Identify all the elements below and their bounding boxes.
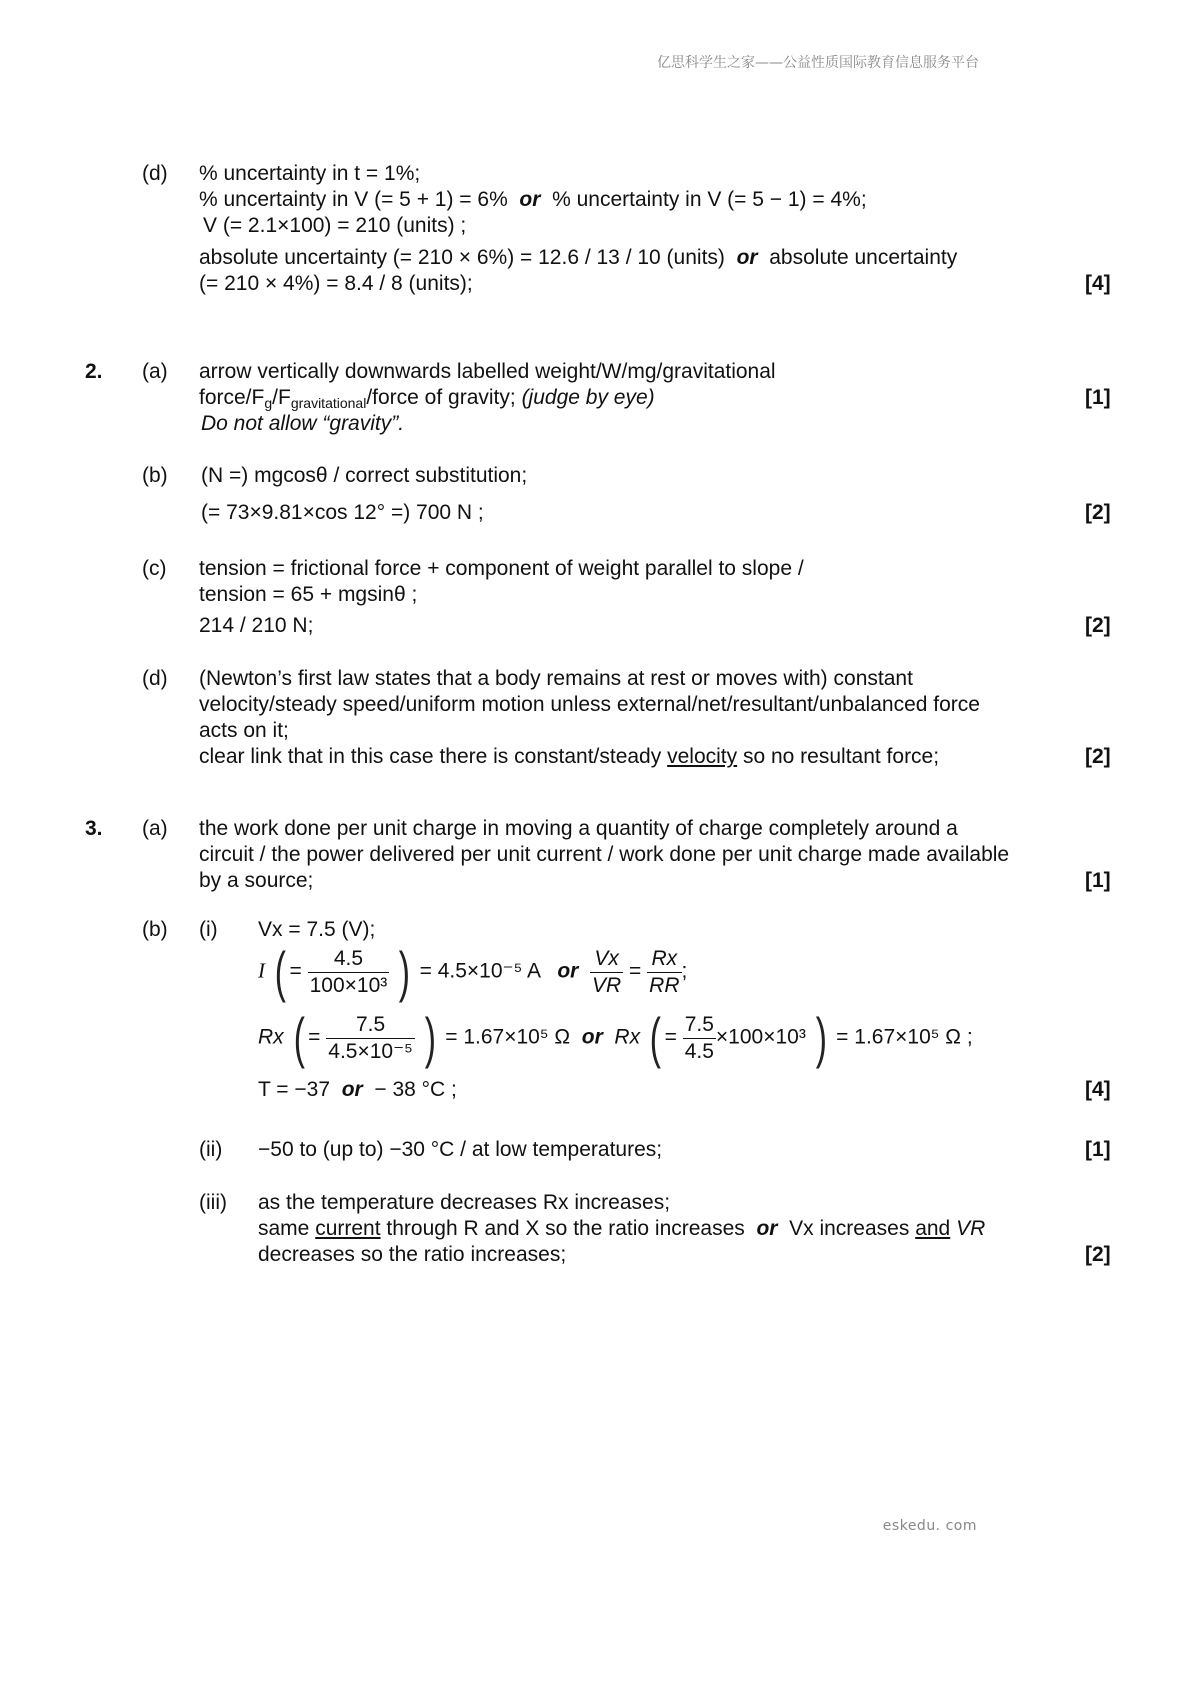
- q3a-line1: the work done per unit charge in moving a quantity of charge completely around a: [199, 817, 958, 840]
- q1d-line4: [199, 245, 957, 271]
- q2d-line2: velocity/steady speed/uniform motion unless external/net/resultant/unbalanced force: [199, 693, 980, 716]
- q2c-marks: [2]: [1085, 614, 1111, 637]
- q3a-marks: [1]: [1085, 869, 1111, 892]
- q2a-line1: arrow vertically downwards labelled weight/W/mg/gravitational: [199, 360, 776, 383]
- eq2-den: 4.5×10⁻⁵: [328, 1039, 413, 1063]
- q3bii-line1: −50 to (up to) −30 °C / at low temperatures;: [258, 1138, 663, 1161]
- q1d-marks: [4]: [1085, 272, 1111, 295]
- eq1-vx: Vx: [590, 946, 623, 973]
- q3a-label: (a): [142, 817, 168, 840]
- q3biii-current: current: [315, 1217, 381, 1240]
- q1d-line2: [199, 187, 867, 213]
- q1d-line3: V (= 2.1×100) = 210 (units) ;: [203, 214, 467, 237]
- q3bi-eq1: I ( = $\frac{4.5}{\text{100×10³}}$ ) = 4.5×10⁻⁵ A or $\frac{Vx}{VR}$ = $\frac{Rx}{RR}$ ;: [258, 940, 688, 1003]
- q3a-line2: circuit / the power delivered per unit current / work done per unit charge made available: [199, 843, 1010, 866]
- q3bi-line1: Vx = 7.5 (V);: [258, 918, 376, 941]
- q2b-line2: (= 73×9.81×cos 12° =) 700 N ;: [201, 501, 484, 524]
- eq1-rx: Rx: [647, 946, 681, 973]
- or-word: or: [557, 959, 579, 983]
- or-word: or: [341, 1078, 363, 1101]
- q2a-line2-post: /force of gravity;: [366, 386, 516, 409]
- eq2-fraction: [326, 1012, 415, 1065]
- eq2-den2: 4.5: [684, 1039, 714, 1063]
- q3bi-eq2: Rx ( = $\frac{7.5}{\text{4.5×10⁻⁵}}$ ) = 1.67×10⁵ Ω or Rx ( = $\frac{7.5}{4.5}$ ×100×10³ ) = 1.67×10⁵ Ω ;: [258, 1006, 973, 1069]
- eq2-fraction2: [683, 1012, 716, 1065]
- q3bi-label: (i): [199, 918, 218, 941]
- q1d-line2a: % uncertainty in V (= 5 + 1) = 6%: [199, 188, 508, 211]
- T-b: − 38 °C ;: [374, 1078, 457, 1101]
- q2-number: 2.: [85, 360, 103, 383]
- q2d-line3: acts on it;: [199, 719, 289, 742]
- q2d-marks: [2]: [1085, 745, 1111, 768]
- q3bii-marks: [1]: [1085, 1138, 1111, 1161]
- eq2-left2: Rx: [614, 1025, 641, 1049]
- eq1-rr: RR: [649, 973, 680, 997]
- q2d-line4-post: so no resultant force;: [742, 745, 940, 768]
- q3biii-marks: [2]: [1085, 1243, 1111, 1266]
- q2d-label: (d): [142, 667, 168, 690]
- q1d-line1: % uncertainty in t = 1%;: [199, 162, 421, 185]
- q2b-marks: [2]: [1085, 501, 1111, 524]
- footer-site: eskedu. com: [882, 1518, 977, 1534]
- eq2-num: 7.5: [326, 1012, 415, 1039]
- q3bi-T: [258, 1077, 457, 1103]
- q2d-line4-pre: clear link that in this case there is constant/steady: [199, 745, 662, 768]
- q3biii-label: (iii): [199, 1191, 227, 1214]
- q3biii-line2-pre: same: [258, 1217, 310, 1240]
- q2d-line4: [199, 744, 939, 770]
- q3biii-line2-b: Vx increases: [789, 1217, 910, 1240]
- or-word: or: [756, 1217, 778, 1240]
- q2c-line1: tension = frictional force + component of weight parallel to slope /: [199, 557, 804, 580]
- T-a: T = −37: [258, 1078, 331, 1101]
- or-word: or: [581, 1025, 603, 1049]
- q1d-label: (d): [142, 162, 168, 185]
- q2d-velocity: velocity: [667, 745, 738, 768]
- q3b-label: (b): [142, 918, 168, 941]
- q2a-line3: Do not allow “gravity”.: [201, 412, 405, 435]
- q2b-line1: (N =) mgcosθ / correct substitution;: [201, 464, 528, 487]
- q2c-label: (c): [142, 557, 167, 580]
- eq1-res: = 4.5×10⁻⁵ A: [419, 959, 540, 983]
- eq2-mul: ×100×10³: [715, 1025, 806, 1049]
- q3biii-line3: decreases so the ratio increases;: [258, 1243, 567, 1266]
- or-word: or: [519, 188, 541, 211]
- q2a-marks: [1]: [1085, 386, 1111, 409]
- q3bii-label: (ii): [199, 1138, 223, 1161]
- q2a-line2-pre: force/F: [199, 386, 265, 409]
- q3bi-marks: [4]: [1085, 1078, 1111, 1101]
- q2a-note: (judge by eye): [521, 386, 655, 409]
- q2a-sub-g: g: [264, 395, 273, 411]
- q2d-line1: (Newton’s first law states that a body remains at rest or moves with) constant: [199, 667, 913, 690]
- q3biii-line1: as the temperature decreases Rx increases;: [258, 1191, 671, 1214]
- eq1-vr: VR: [592, 973, 622, 997]
- q3biii-and: and: [915, 1217, 951, 1240]
- q3a-line3: by a source;: [199, 869, 314, 892]
- header-site-title: 亿思科学生之家——公益性质国际教育信息服务平台: [657, 55, 979, 71]
- q2c-line2: tension = 65 + mgsinθ ;: [199, 583, 418, 606]
- q3-number: 3.: [85, 817, 103, 840]
- q1d-line4a: absolute uncertainty (= 210 × 6%) = 12.6 / 13 / 10 (units): [199, 246, 725, 269]
- eq1-ratio-r: [647, 946, 681, 999]
- q3biii-vr: VR: [956, 1217, 986, 1240]
- eq2-res: = 1.67×10⁵ Ω: [445, 1025, 571, 1049]
- eq1-ratio-v: [590, 946, 623, 999]
- q2c-line3: 214 / 210 N;: [199, 614, 314, 637]
- eq1-left: I: [258, 958, 265, 983]
- q1d-line5: (= 210 × 4%) = 8.4 / 8 (units);: [199, 272, 473, 295]
- eq1-fraction: [308, 946, 390, 999]
- q3biii-line2: [258, 1216, 985, 1242]
- eq1-num: 4.5: [308, 946, 390, 973]
- q2a-sub-grav: gravitational: [290, 395, 367, 411]
- eq2-res2: = 1.67×10⁵ Ω ;: [836, 1025, 973, 1049]
- or-word: or: [736, 246, 758, 269]
- q2a-label: (a): [142, 360, 168, 383]
- q3biii-line2-mid: through R and X so the ratio increases: [386, 1217, 745, 1240]
- eq1-den: 100×10³: [309, 973, 388, 997]
- q1d-line4b: absolute uncertainty: [769, 246, 958, 269]
- eq2-left: Rx: [258, 1025, 284, 1049]
- q2a-line2-mid: /F: [272, 386, 291, 409]
- q2b-label: (b): [142, 464, 168, 487]
- q1d-line2b: % uncertainty in V (= 5 − 1) = 4%;: [552, 188, 867, 211]
- eq2-num2: 7.5: [683, 1012, 716, 1039]
